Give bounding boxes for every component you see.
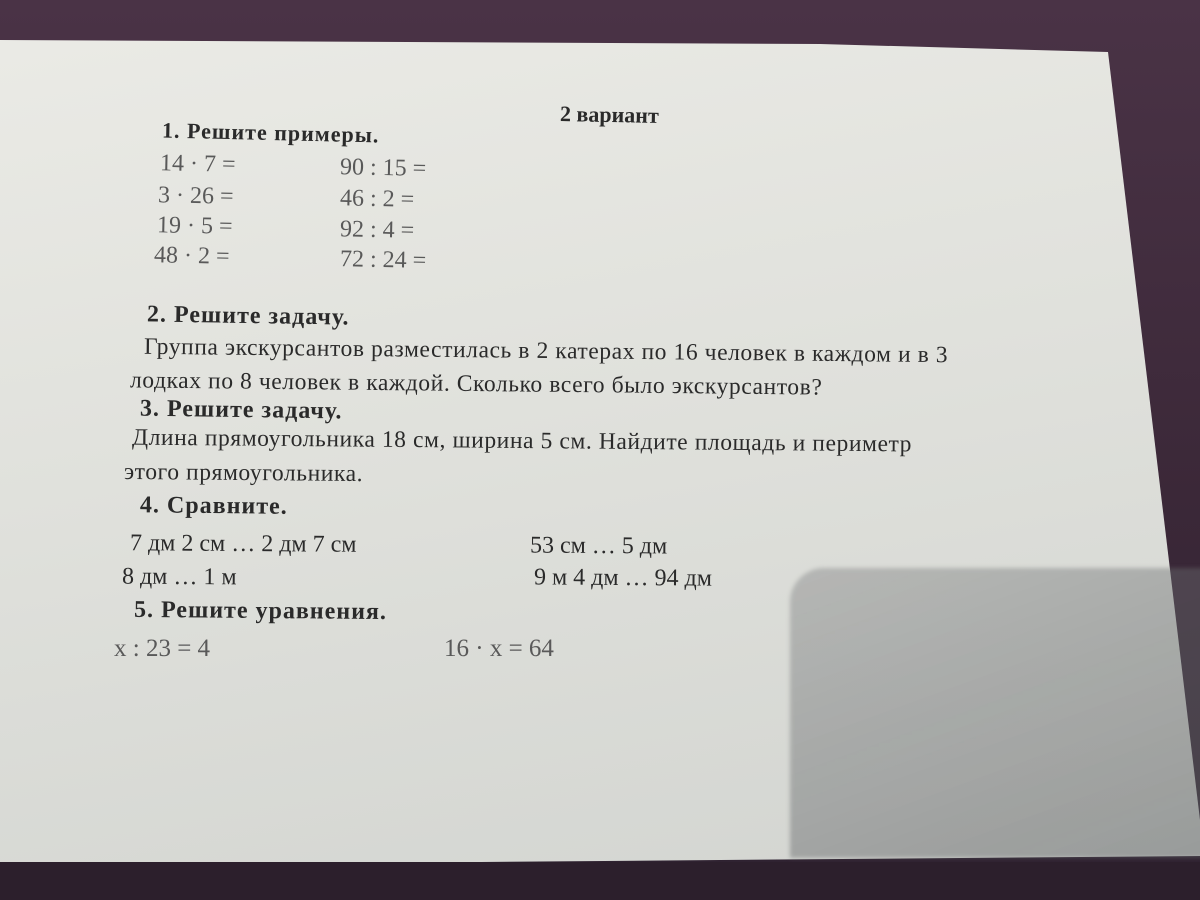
task1-heading: 1. Решите примеры. bbox=[161, 117, 380, 148]
task1-example: 14 · 7 = bbox=[159, 150, 236, 178]
task3-heading: 3. Решите задачу. bbox=[139, 395, 343, 425]
task1-example: 90 : 15 = bbox=[339, 154, 427, 182]
task5-equation: 16 · х = 64 bbox=[444, 635, 554, 662]
task2-heading: 2. Решите задачу. bbox=[146, 301, 350, 331]
paper-shadow bbox=[790, 568, 1200, 858]
task1-example: 3 · 26 = bbox=[157, 182, 234, 210]
task5-equation: х : 23 = 4 bbox=[114, 635, 211, 662]
task3-text-line: этого прямоугольника. bbox=[123, 458, 364, 488]
task4-comparison: 8 дм … 1 м bbox=[121, 563, 237, 591]
task4-comparison: 53 см … 5 дм bbox=[529, 532, 668, 560]
task1-example: 72 : 24 = bbox=[339, 246, 427, 274]
task3-text-line: Длина прямоугольника 18 см, ширина 5 см. Найдите площадь и периметр bbox=[131, 424, 913, 458]
task1-example: 46 : 2 = bbox=[339, 185, 415, 213]
task5-heading: 5. Решите уравнения. bbox=[133, 596, 388, 626]
variant-title: 2 вариант bbox=[559, 101, 660, 128]
task2-text-line: Группа экскурсантов разместилась в 2 катерах по 16 человек в каждом и в 3 bbox=[143, 333, 949, 369]
task4-comparison: 9 м 4 дм … 94 дм bbox=[533, 564, 713, 592]
task4-heading: 4. Сравните. bbox=[139, 492, 288, 520]
task2-text-line: лодках по 8 человек в каждой. Сколько всего было экскурсантов? bbox=[129, 367, 823, 401]
table-edge bbox=[0, 862, 1200, 900]
task1-example: 19 · 5 = bbox=[156, 212, 233, 240]
task4-comparison: 7 дм 2 см … 2 дм 7 см bbox=[129, 530, 357, 558]
task1-example: 48 · 2 = bbox=[153, 242, 230, 270]
task1-example: 92 : 4 = bbox=[339, 216, 415, 244]
